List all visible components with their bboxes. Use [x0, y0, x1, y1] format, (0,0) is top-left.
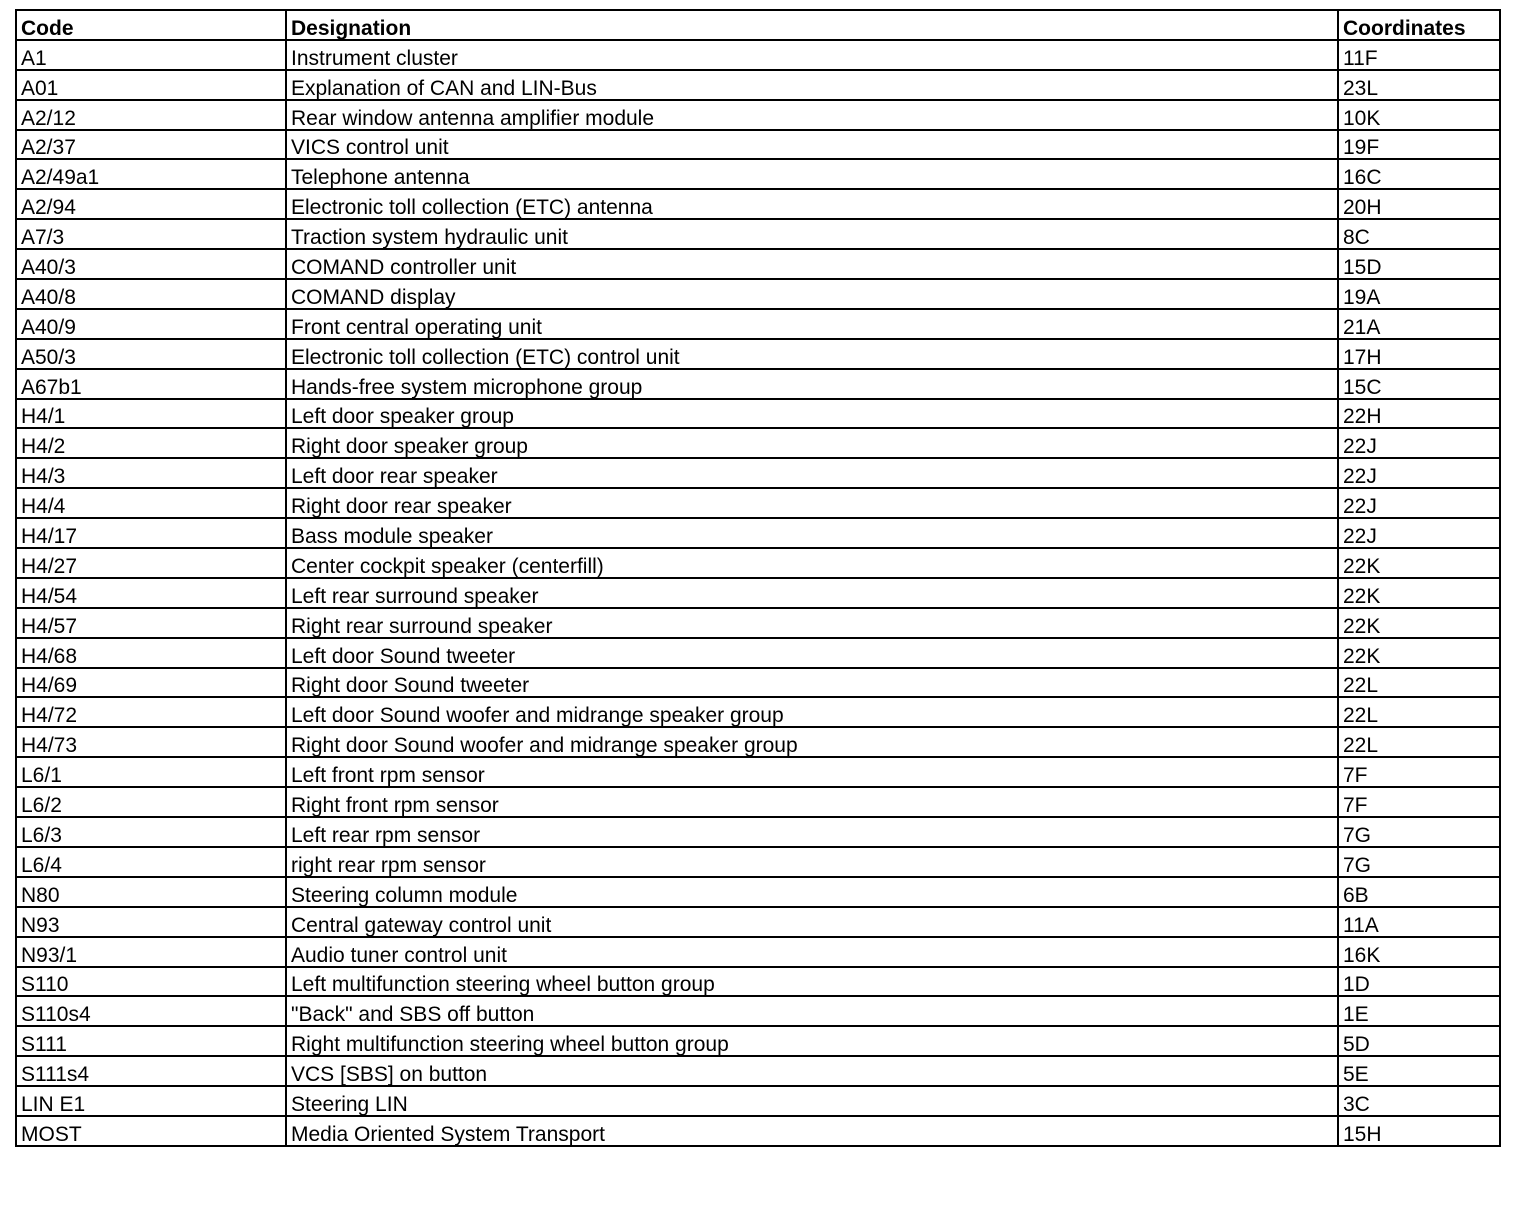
cell-coordinates: 7F: [1338, 787, 1500, 817]
cell-designation: Media Oriented System Transport: [286, 1116, 1338, 1146]
cell-designation: VCS [SBS] on button: [286, 1056, 1338, 1086]
cell-coordinates: 1E: [1338, 996, 1500, 1026]
cell-code: L6/1: [16, 757, 286, 787]
component-legend-table: [15, 9, 1501, 1147]
cell-designation: Right door Sound woofer and midrange speaker group: [286, 727, 1338, 757]
cell-designation: Left door Sound woofer and midrange speaker group: [286, 697, 1338, 727]
cell-code: MOST: [16, 1116, 286, 1146]
cell-coordinates: 19A: [1338, 279, 1500, 309]
cell-designation: Audio tuner control unit: [286, 937, 1338, 967]
cell-code: H4/54: [16, 578, 286, 608]
cell-coordinates: 1D: [1338, 967, 1500, 997]
header-coordinates: Coordinates: [1338, 10, 1500, 40]
cell-coordinates: 5D: [1338, 1026, 1500, 1056]
cell-coordinates: 22K: [1338, 608, 1500, 638]
cell-coordinates: 22J: [1338, 518, 1500, 548]
header-code: Code: [16, 10, 286, 40]
table-row: [16, 608, 1500, 638]
cell-coordinates: 11A: [1338, 907, 1500, 937]
cell-code: LIN E1: [16, 1086, 286, 1116]
cell-code: A50/3: [16, 339, 286, 369]
table-row: [16, 428, 1500, 458]
cell-code: H4/68: [16, 638, 286, 668]
cell-designation: Electronic toll collection (ETC) control unit: [286, 339, 1338, 369]
cell-coordinates: 15D: [1338, 249, 1500, 279]
cell-coordinates: 22J: [1338, 458, 1500, 488]
table-row: [16, 70, 1500, 100]
table-row: [16, 189, 1500, 219]
cell-coordinates: 19F: [1338, 130, 1500, 160]
table-row: [16, 996, 1500, 1026]
cell-designation: Left rear surround speaker: [286, 578, 1338, 608]
header-designation: Designation: [286, 10, 1338, 40]
cell-coordinates: 20H: [1338, 189, 1500, 219]
cell-code: A40/9: [16, 309, 286, 339]
table-row: [16, 817, 1500, 847]
cell-coordinates: 22J: [1338, 488, 1500, 518]
cell-designation: COMAND controller unit: [286, 249, 1338, 279]
cell-coordinates: 16K: [1338, 937, 1500, 967]
cell-designation: Front central operating unit: [286, 309, 1338, 339]
cell-code: A2/37: [16, 130, 286, 160]
cell-code: A2/49a1: [16, 159, 286, 189]
cell-designation: Left door rear speaker: [286, 458, 1338, 488]
cell-designation: Steering LIN: [286, 1086, 1338, 1116]
cell-designation: Left front rpm sensor: [286, 757, 1338, 787]
cell-coordinates: 21A: [1338, 309, 1500, 339]
cell-designation: Traction system hydraulic unit: [286, 219, 1338, 249]
table-row: [16, 399, 1500, 429]
cell-code: S110s4: [16, 996, 286, 1026]
table-row: [16, 1086, 1500, 1116]
cell-code: H4/69: [16, 668, 286, 698]
cell-coordinates: 10K: [1338, 100, 1500, 130]
table-row: [16, 249, 1500, 279]
table-row: [16, 1116, 1500, 1146]
cell-code: A40/3: [16, 249, 286, 279]
cell-designation: VICS control unit: [286, 130, 1338, 160]
cell-coordinates: 7F: [1338, 757, 1500, 787]
table-row: [16, 100, 1500, 130]
cell-code: A2/94: [16, 189, 286, 219]
cell-code: S110: [16, 967, 286, 997]
cell-code: N93: [16, 907, 286, 937]
cell-designation: Center cockpit speaker (centerfill): [286, 548, 1338, 578]
table-row: [16, 697, 1500, 727]
cell-coordinates: 16C: [1338, 159, 1500, 189]
cell-coordinates: 15C: [1338, 369, 1500, 399]
cell-code: S111s4: [16, 1056, 286, 1086]
cell-coordinates: 11F: [1338, 40, 1500, 70]
cell-designation: Right door Sound tweeter: [286, 668, 1338, 698]
cell-code: H4/3: [16, 458, 286, 488]
cell-coordinates: 22K: [1338, 638, 1500, 668]
cell-code: S111: [16, 1026, 286, 1056]
cell-coordinates: 7G: [1338, 847, 1500, 877]
cell-code: A1: [16, 40, 286, 70]
cell-designation: right rear rpm sensor: [286, 847, 1338, 877]
cell-code: N93/1: [16, 937, 286, 967]
cell-coordinates: 22L: [1338, 697, 1500, 727]
cell-code: L6/3: [16, 817, 286, 847]
cell-designation: Instrument cluster: [286, 40, 1338, 70]
table-row: [16, 578, 1500, 608]
table-row: [16, 219, 1500, 249]
table-row: [16, 967, 1500, 997]
cell-designation: Explanation of CAN and LIN-Bus: [286, 70, 1338, 100]
cell-code: H4/4: [16, 488, 286, 518]
table-row: [16, 40, 1500, 70]
cell-code: N80: [16, 877, 286, 907]
table-row: [16, 1026, 1500, 1056]
cell-designation: "Back" and SBS off button: [286, 996, 1338, 1026]
cell-designation: Right rear surround speaker: [286, 608, 1338, 638]
cell-coordinates: 17H: [1338, 339, 1500, 369]
cell-coordinates: 22L: [1338, 727, 1500, 757]
cell-coordinates: 6B: [1338, 877, 1500, 907]
table-row: [16, 488, 1500, 518]
cell-designation: Hands-free system microphone group: [286, 369, 1338, 399]
cell-code: H4/57: [16, 608, 286, 638]
cell-designation: Steering column module: [286, 877, 1338, 907]
cell-designation: Telephone antenna: [286, 159, 1338, 189]
table-row: [16, 727, 1500, 757]
cell-code: H4/72: [16, 697, 286, 727]
cell-coordinates: 22J: [1338, 428, 1500, 458]
cell-designation: Left rear rpm sensor: [286, 817, 1338, 847]
table-row: [16, 757, 1500, 787]
table-body: [16, 40, 1500, 1146]
cell-designation: COMAND display: [286, 279, 1338, 309]
cell-code: H4/27: [16, 548, 286, 578]
cell-coordinates: 22K: [1338, 548, 1500, 578]
cell-designation: Right door rear speaker: [286, 488, 1338, 518]
table-row: [16, 518, 1500, 548]
table-row: [16, 159, 1500, 189]
cell-designation: Left door Sound tweeter: [286, 638, 1338, 668]
cell-code: L6/2: [16, 787, 286, 817]
cell-code: L6/4: [16, 847, 286, 877]
table-row: [16, 877, 1500, 907]
table-row: [16, 1056, 1500, 1086]
cell-code: A40/8: [16, 279, 286, 309]
table-row: [16, 638, 1500, 668]
cell-designation: Right door speaker group: [286, 428, 1338, 458]
table-row: [16, 339, 1500, 369]
table-row: [16, 668, 1500, 698]
cell-designation: Left door speaker group: [286, 399, 1338, 429]
table-row: [16, 907, 1500, 937]
cell-designation: Right front rpm sensor: [286, 787, 1338, 817]
table-row: [16, 130, 1500, 160]
cell-designation: Left multifunction steering wheel button group: [286, 967, 1338, 997]
cell-designation: Central gateway control unit: [286, 907, 1338, 937]
cell-coordinates: 8C: [1338, 219, 1500, 249]
cell-coordinates: 22L: [1338, 668, 1500, 698]
cell-code: H4/73: [16, 727, 286, 757]
table-row: [16, 548, 1500, 578]
cell-code: H4/2: [16, 428, 286, 458]
table-row: [16, 309, 1500, 339]
cell-code: A7/3: [16, 219, 286, 249]
cell-code: A67b1: [16, 369, 286, 399]
cell-code: A01: [16, 70, 286, 100]
cell-coordinates: 22H: [1338, 399, 1500, 429]
cell-coordinates: 7G: [1338, 817, 1500, 847]
cell-coordinates: 22K: [1338, 578, 1500, 608]
cell-designation: Bass module speaker: [286, 518, 1338, 548]
cell-coordinates: 23L: [1338, 70, 1500, 100]
cell-code: H4/17: [16, 518, 286, 548]
cell-coordinates: 3C: [1338, 1086, 1500, 1116]
header-row: [16, 10, 1500, 40]
cell-code: H4/1: [16, 399, 286, 429]
cell-designation: Electronic toll collection (ETC) antenna: [286, 189, 1338, 219]
table-row: [16, 787, 1500, 817]
table-row: [16, 937, 1500, 967]
table-row: [16, 279, 1500, 309]
cell-coordinates: 15H: [1338, 1116, 1500, 1146]
table-row: [16, 847, 1500, 877]
cell-designation: Rear window antenna amplifier module: [286, 100, 1338, 130]
cell-coordinates: 5E: [1338, 1056, 1500, 1086]
table-row: [16, 458, 1500, 488]
cell-designation: Right multifunction steering wheel button group: [286, 1026, 1338, 1056]
cell-code: A2/12: [16, 100, 286, 130]
table-row: [16, 369, 1500, 399]
